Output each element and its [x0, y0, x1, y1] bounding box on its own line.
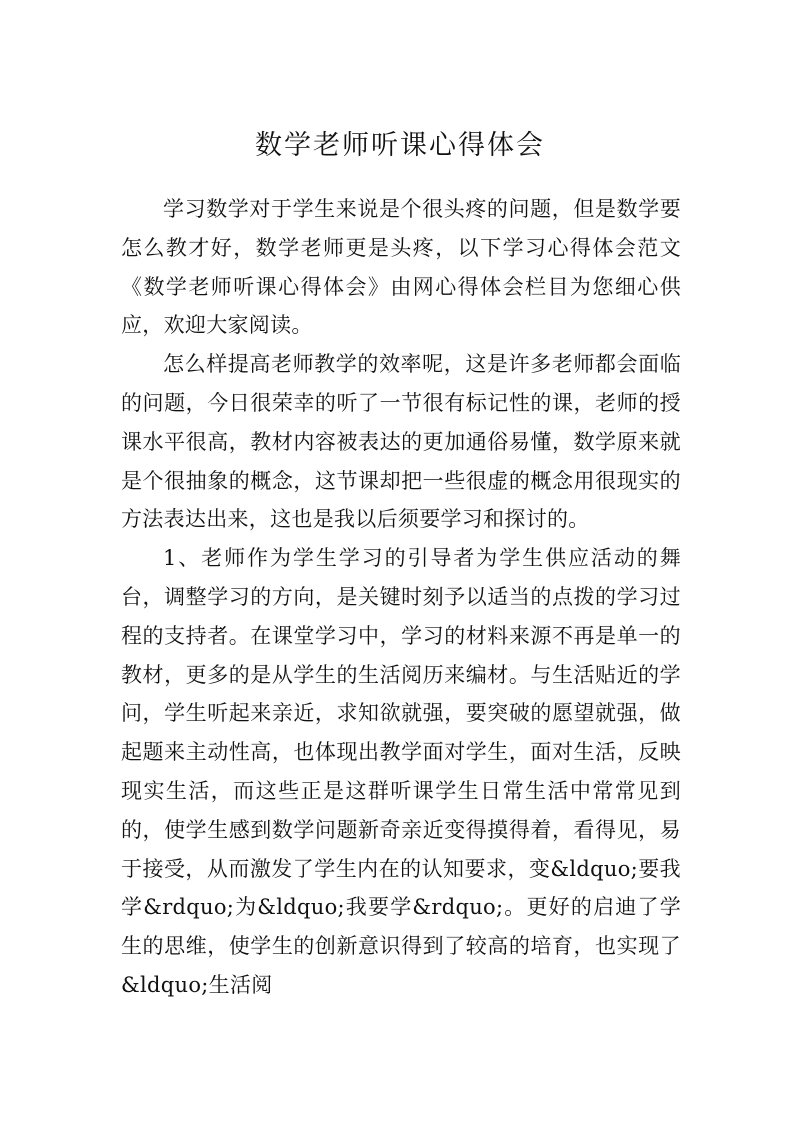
paragraph-point-1: 1、老师作为学生学习的引导者为学生供应活动的舞台，调整学习的方向，是关键时刻予以适当的点拨的学习过程的支持者。在课堂学习中，学习的材料来源不再是单一的教材，更多的是从学生的生活阅历来编材。与生活贴近的学问，学生听起来亲近，求知欲就强，要突破的愿望就强，做起题来主动性高，也体现出教学面对学生，面对生活，反映现实生活，而这些正是这群听课学生日常生活中常常见到的，使学生感到数学问题新奇亲近变得摸得着，看得见，易于接受，从而激发了学生内在的认知要求，变&ldquo;要我学&rdquo;为&ldquo;我要学&rdquo;。更好的启迪了学生的思维，使学生的创新意识得到了较高的培育，也实现了&ldquo;生活阅: [121, 546, 681, 997]
paragraph-intro: 学习数学对于学生来说是个很头疼的问题，但是数学要怎么教才好，数学老师更是头疼，以下学习心得体会范文《数学老师听课心得体会》由网心得体会栏目为您细心供应，欢迎大家阅读。: [121, 197, 681, 338]
paragraph-efficiency: 怎么样提高老师教学的效率呢，这是许多老师都会面临的问题，今日很荣幸的听了一节很有标记性的课，老师的授课水平很高，教材内容被表达的更加通俗易懂，数学原来就是个很抽象的概念，这节课却把一些很虚的概念用很现实的方法表达出来，这也是我以后须要学习和探讨的。: [121, 352, 681, 532]
document-title: 数学老师听课心得体会: [255, 130, 545, 161]
document-body: [121, 190, 681, 1005]
